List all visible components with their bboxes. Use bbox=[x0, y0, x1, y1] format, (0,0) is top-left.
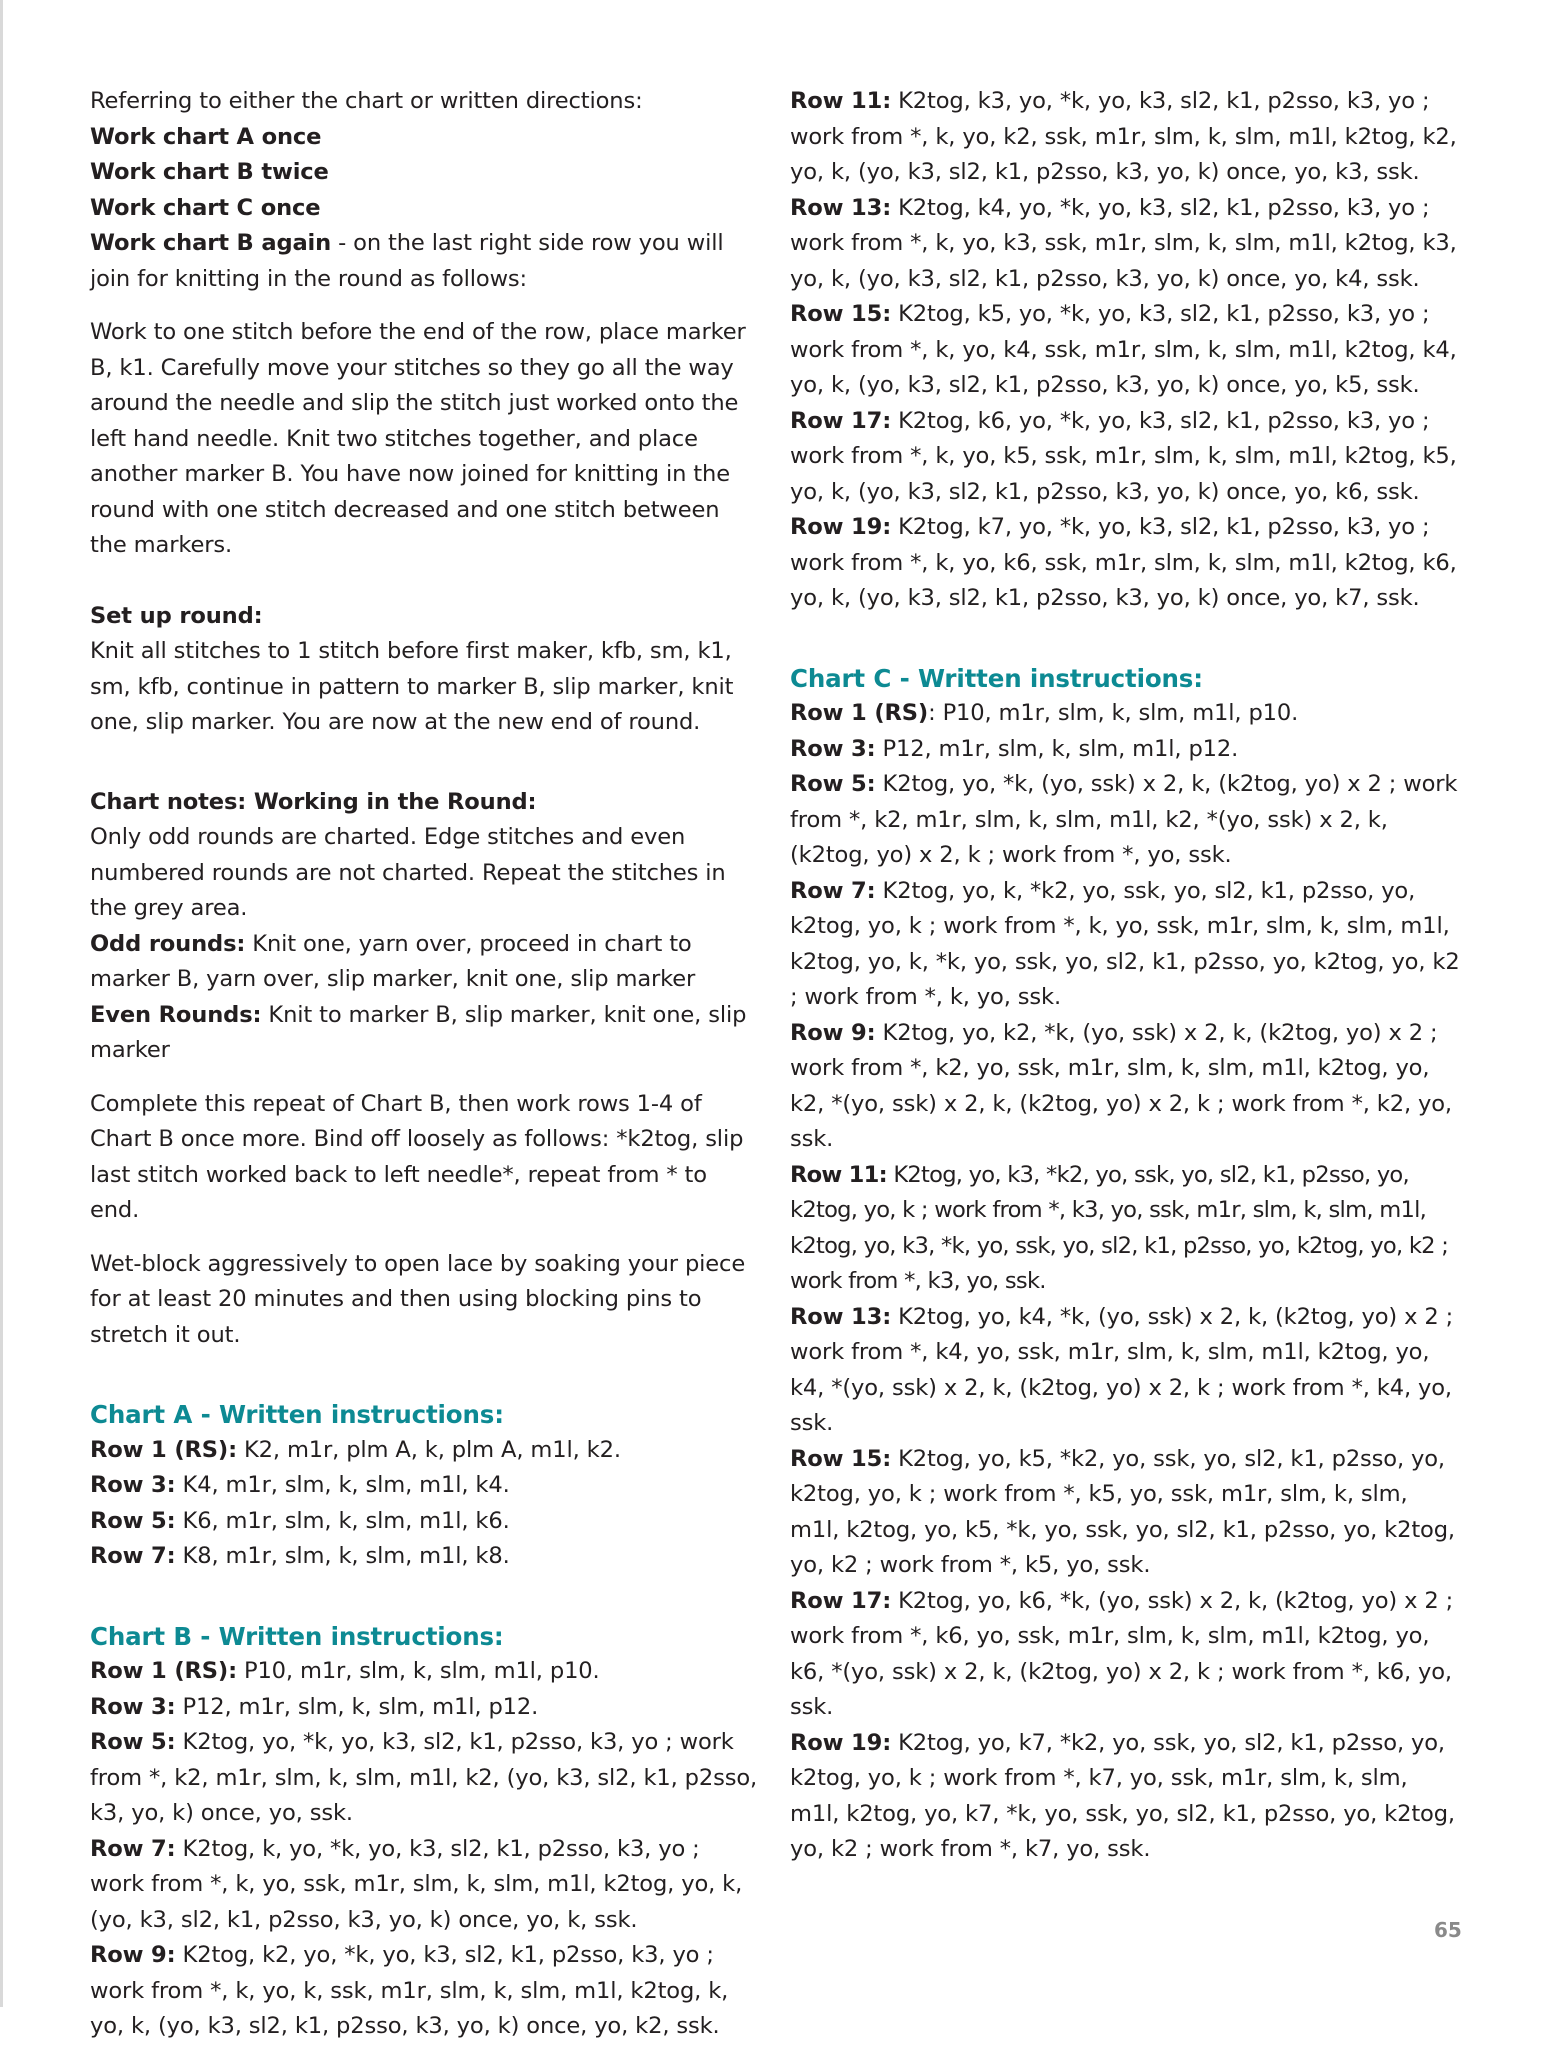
setup-text: Knit all stitches to 1 stitch before first maker, kfb, sm, k1, sm, kfb, continue in pattern to marker B, slip marker, knit one, slip marker. You are now at the new end of round. bbox=[90, 638, 734, 735]
row-label: Row 3: bbox=[90, 1693, 176, 1720]
row-text: K2tog, k6, yo, *k, yo, k3, sl2, k1, p2sso, k3, yo ; work from *, k, yo, k5, ssk, m1r, slm, k, slm, m1l, k2tog, k5, yo, k, (yo, k3, sl2, k1, p2sso, k3, yo, k) once, yo, k6, ssk. bbox=[790, 407, 1457, 505]
row-label: Row 15: bbox=[790, 1445, 892, 1472]
instruction-row bbox=[90, 1539, 758, 1575]
instruction-row bbox=[790, 696, 1462, 732]
row-text: K2tog, yo, *k, yo, k3, sl2, k1, p2sso, k3, yo ; work from *, k2, m1r, slm, k, slm, m1l, k2, (yo, k3, sl2, k1, p2sso, k3, yo, k) once, yo, ssk. bbox=[90, 1729, 758, 1826]
chart-step-label: Work chart C once bbox=[90, 194, 321, 221]
row-label: Row 1 (RS): bbox=[90, 1658, 237, 1684]
row-text: K2tog, yo, *k, (yo, ssk) x 2, k, (k2tog, yo) x 2 ; work from *, k2, m1r, slm, k, slm, m1l, k2, *(yo, ssk) x 2, k, (k2tog, yo) x 2, k ; work from *, yo, ssk. bbox=[790, 771, 1458, 868]
row-text: K2tog, k, yo, *k, yo, k3, sl2, k1, p2sso, k3, yo ; work from *, k, yo, ssk, m1r, slm, k, slm, m1l, k2tog, yo, k, (yo, k3, sl2, k1, p2sso, k3, yo, k) once, yo, k, ssk. bbox=[90, 1835, 743, 1933]
row-label: Row 3: bbox=[790, 735, 876, 762]
row-label: Row 15: bbox=[790, 301, 892, 327]
row-text: K2tog, yo, k7, *k2, yo, ssk, yo, sl2, k1, p2sso, yo, k2tog, yo, k ; work from *, k7, yo, ssk, m1r, slm, k, slm, m1l, k2tog, yo, k7, *k, yo, ssk, yo, sl2, k1, p2sso, yo, k2tog, yo, k2 ; work from *, k7, yo, ssk. bbox=[790, 1729, 1455, 1862]
row-text: K2tog, yo, k6, *k, (yo, ssk) x 2, k, (k2tog, yo) x 2 ; work from *, k6, yo, ssk, m1r, slm, k, slm, m1l, k2tog, yo, k6, *(yo, ssk) x 2, k, (k2tog, yo) x 2, k ; work from *, k6, yo, ssk. bbox=[790, 1587, 1454, 1720]
join-paragraph: Work to one stitch before the end of the row, place marker B, k1. Carefully move your stitches so they go all the way around the needle and slip the stitch just worked onto the left hand needle. Knit two stitches together, and place another marker B. You have now joined for knitting in the round with one stitch decreased and one stitch between the markers. bbox=[90, 319, 746, 558]
row-label: Row 19: bbox=[790, 514, 892, 540]
instruction-row bbox=[90, 1468, 758, 1504]
wetblock-paragraph: Wet-block aggressively to open lace by soaking your piece for at least 20 minutes and then using blocking pins to stretch it out. bbox=[90, 1250, 746, 1348]
row-label: Row 9: bbox=[790, 1019, 876, 1046]
instruction-row bbox=[790, 297, 1462, 404]
row-label: Row 17: bbox=[790, 407, 892, 434]
instruction-row bbox=[790, 84, 1462, 191]
instruction-row bbox=[790, 1016, 1462, 1158]
instruction-row bbox=[790, 404, 1462, 511]
instruction-row bbox=[90, 1690, 758, 1726]
row-text: K2tog, yo, k3, *k2, yo, ssk, yo, sl2, k1, p2sso, yo, k2tog, yo, k ; work from *, k3, yo, ssk, m1r, slm, k, slm, m1l, k2tog, yo, k3, *k, yo, ssk, yo, sl2, k1, p2sso, yo, k2tog, yo, k2 ; work from *, k3, yo, ssk. bbox=[790, 1161, 1449, 1294]
row-text: K8, m1r, slm, k, slm, m1l, k8. bbox=[175, 1543, 510, 1569]
instruction-row bbox=[790, 767, 1462, 874]
left-column bbox=[90, 84, 758, 2045]
row-label: Row 17: bbox=[790, 1587, 892, 1614]
row-label: Row 19: bbox=[790, 1729, 892, 1756]
row-text: P12, m1r, slm, k, slm, m1l, p12. bbox=[875, 735, 1239, 762]
row-text: K2tog, k3, yo, *k, yo, k3, sl2, k1, p2sso, k3, yo ; work from *, k, yo, k2, ssk, m1r, slm, k, slm, m1l, k2tog, k2, yo, k, (yo, k3, sl2, k1, p2sso, k3, yo, k) once, yo, k3, ssk. bbox=[790, 88, 1457, 185]
row-label: Row 3: bbox=[90, 1472, 176, 1498]
row-text: K2tog, yo, k2, *k, (yo, ssk) x 2, k, (k2tog, yo) x 2 ; work from *, k2, yo, ssk, m1r, slm, k, slm, m1l, k2tog, yo, k2, *(yo, ssk) x 2, k, (k2tog, yo) x 2, k ; work from *, k2, yo, ssk. bbox=[790, 1019, 1452, 1152]
row-text: K2tog, yo, k5, *k2, yo, ssk, yo, sl2, k1, p2sso, yo, k2tog, yo, k ; work from *, k5, yo, ssk, m1r, slm, k, slm, m1l, k2tog, yo, k5, *k, yo, ssk, yo, sl2, k1, p2sso, yo, k2tog, yo, k2 ; work from *, k5, yo, ssk. bbox=[790, 1445, 1455, 1578]
instruction-row bbox=[90, 1938, 758, 2045]
instruction-row bbox=[790, 510, 1462, 617]
row-text: K2, m1r, plm A, k, plm A, m1l, k2. bbox=[236, 1436, 621, 1463]
instruction-row bbox=[790, 1726, 1462, 1868]
chart-step bbox=[90, 191, 758, 227]
chart-step-label: Work chart B again bbox=[90, 230, 332, 256]
row-text: K2tog, yo, k4, *k, (yo, ssk) x 2, k, (k2tog, yo) x 2 ; work from *, k4, yo, ssk, m1r, slm, k, slm, m1l, k2tog, yo, k4, *(yo, ssk) x 2, k, (k2tog, yo) x 2, k ; work from *, k4, yo, ssk. bbox=[790, 1303, 1454, 1436]
chart-a-heading: Chart A - Written instructions: bbox=[90, 1400, 504, 1429]
row-text: K2tog, yo, k, *k2, yo, ssk, yo, sl2, k1, p2sso, yo, k2tog, yo, k ; work from *, k, yo, ssk, m1r, slm, k, slm, m1l, k2tog, yo, k, *k, yo, ssk, yo, sl2, k1, p2sso, yo, k2tog, yo, k2 ; work from *, k, yo, ssk. bbox=[790, 877, 1460, 1010]
chart-a-rows bbox=[90, 1433, 758, 1575]
row-label: Row 13: bbox=[790, 1303, 892, 1330]
chart-step-label: Work chart A once bbox=[90, 123, 322, 150]
row-label: Row 13: bbox=[790, 194, 892, 221]
instruction-row bbox=[790, 191, 1462, 298]
even-rounds bbox=[90, 998, 758, 1069]
even-rounds-text: Knit to marker B, slip marker, knit one, slip marker bbox=[90, 1001, 747, 1063]
page-edge bbox=[0, 0, 3, 2007]
chart-b-rows bbox=[90, 1654, 758, 2045]
chart-step bbox=[90, 155, 758, 191]
row-text: : P10, m1r, slm, k, slm, m1l, p10. bbox=[928, 700, 1299, 726]
row-label: Row 5: bbox=[90, 1507, 176, 1534]
odd-rounds bbox=[90, 927, 758, 998]
odd-rounds-label: Odd rounds: bbox=[90, 930, 246, 957]
row-label: Row 11: bbox=[790, 88, 892, 114]
row-text: P10, m1r, slm, k, slm, m1l, p10. bbox=[236, 1658, 600, 1684]
instruction-row bbox=[790, 732, 1462, 768]
row-label: Row 9: bbox=[90, 1942, 176, 1968]
instruction-row bbox=[790, 1584, 1462, 1726]
instruction-row bbox=[790, 1442, 1462, 1584]
row-label: Row 7: bbox=[790, 877, 876, 904]
chart-c-rows bbox=[790, 696, 1462, 1868]
row-label: Row 5: bbox=[790, 771, 876, 797]
instruction-row bbox=[790, 874, 1462, 1016]
chart-c-heading: Chart C - Written instructions: bbox=[790, 663, 1203, 693]
chart-b-heading: Chart B - Written instructions: bbox=[90, 1621, 504, 1651]
row-label: Row 7: bbox=[90, 1835, 176, 1862]
row-label: Row 1 (RS): bbox=[90, 1436, 237, 1463]
instruction-row bbox=[90, 1832, 758, 1939]
instruction-row bbox=[790, 1158, 1462, 1300]
right-column bbox=[790, 84, 1462, 1868]
instruction-row bbox=[90, 1725, 758, 1832]
row-text: K6, m1r, slm, k, slm, m1l, k6. bbox=[175, 1507, 510, 1534]
even-rounds-label: Even Rounds: bbox=[90, 1001, 262, 1028]
instruction-row bbox=[90, 1654, 758, 1690]
setup-heading: Set up round: bbox=[90, 602, 263, 629]
complete-paragraph: Complete this repeat of Chart B, then work rows 1-4 of Chart B once more. Bind off loosely as follows: *k2tog, slip last stitch worked back to left needle*, repeat from * to end. bbox=[90, 1090, 744, 1223]
chart-step-label: Work chart B twice bbox=[90, 159, 329, 185]
instruction-row bbox=[90, 1504, 758, 1540]
notes-heading: Chart notes: Working in the Round: bbox=[90, 788, 537, 815]
row-text: K4, m1r, slm, k, slm, m1l, k4. bbox=[175, 1472, 510, 1498]
odd-rounds-text: Knit one, yarn over, proceed in chart to marker B, yarn over, slip marker, knit one, slip marker bbox=[90, 930, 696, 992]
notes-text: Only odd rounds are charted. Edge stitches and even numbered rounds are not charted. Repeat the stitches in the grey area. bbox=[90, 824, 726, 921]
intro-text: Referring to either the chart or written directions: bbox=[90, 88, 643, 114]
chart-step bbox=[90, 120, 758, 156]
row-label: Row 5: bbox=[90, 1729, 176, 1755]
page-number: 65 bbox=[1434, 1918, 1462, 1942]
row-text: K2tog, k7, yo, *k, yo, k3, sl2, k1, p2sso, k3, yo ; work from *, k, yo, k6, ssk, m1r, slm, k, slm, m1l, k2tog, k6, yo, k, (yo, k3, sl2, k1, p2sso, k3, yo, k) once, yo, k7, ssk. bbox=[790, 514, 1457, 611]
instruction-row bbox=[790, 1300, 1462, 1442]
row-text: P12, m1r, slm, k, slm, m1l, p12. bbox=[175, 1693, 539, 1720]
row-text: K2tog, k4, yo, *k, yo, k3, sl2, k1, p2sso, k3, yo ; work from *, k, yo, k3, ssk, m1r, slm, k, slm, m1l, k2tog, k3, yo, k, (yo, k3, sl2, k1, p2sso, k3, yo, k) once, yo, k4, ssk. bbox=[790, 194, 1457, 292]
row-text: K2tog, k2, yo, *k, yo, k3, sl2, k1, p2sso, k3, yo ; work from *, k, yo, k, ssk, m1r, slm, k, slm, m1l, k2tog, k, yo, k, (yo, k3, sl2, k1, p2sso, k3, yo, k) once, yo, k2, ssk. bbox=[90, 1942, 729, 2039]
chart-b-rows-continued bbox=[790, 84, 1462, 617]
row-label: Row 1 (RS) bbox=[790, 700, 929, 726]
row-label: Row 7: bbox=[90, 1543, 176, 1569]
row-label: Row 11: bbox=[790, 1161, 887, 1188]
chart-step bbox=[90, 226, 758, 297]
chart-step-text: - on the last right side row you will join for knitting in the round as follows: bbox=[90, 230, 724, 292]
row-text: K2tog, k5, yo, *k, yo, k3, sl2, k1, p2sso, k3, yo ; work from *, k, yo, k4, ssk, m1r, slm, k, slm, m1l, k2tog, k4, yo, k, (yo, k3, sl2, k1, p2sso, k3, yo, k) once, yo, k5, ssk. bbox=[790, 301, 1457, 398]
instruction-row bbox=[90, 1433, 758, 1469]
